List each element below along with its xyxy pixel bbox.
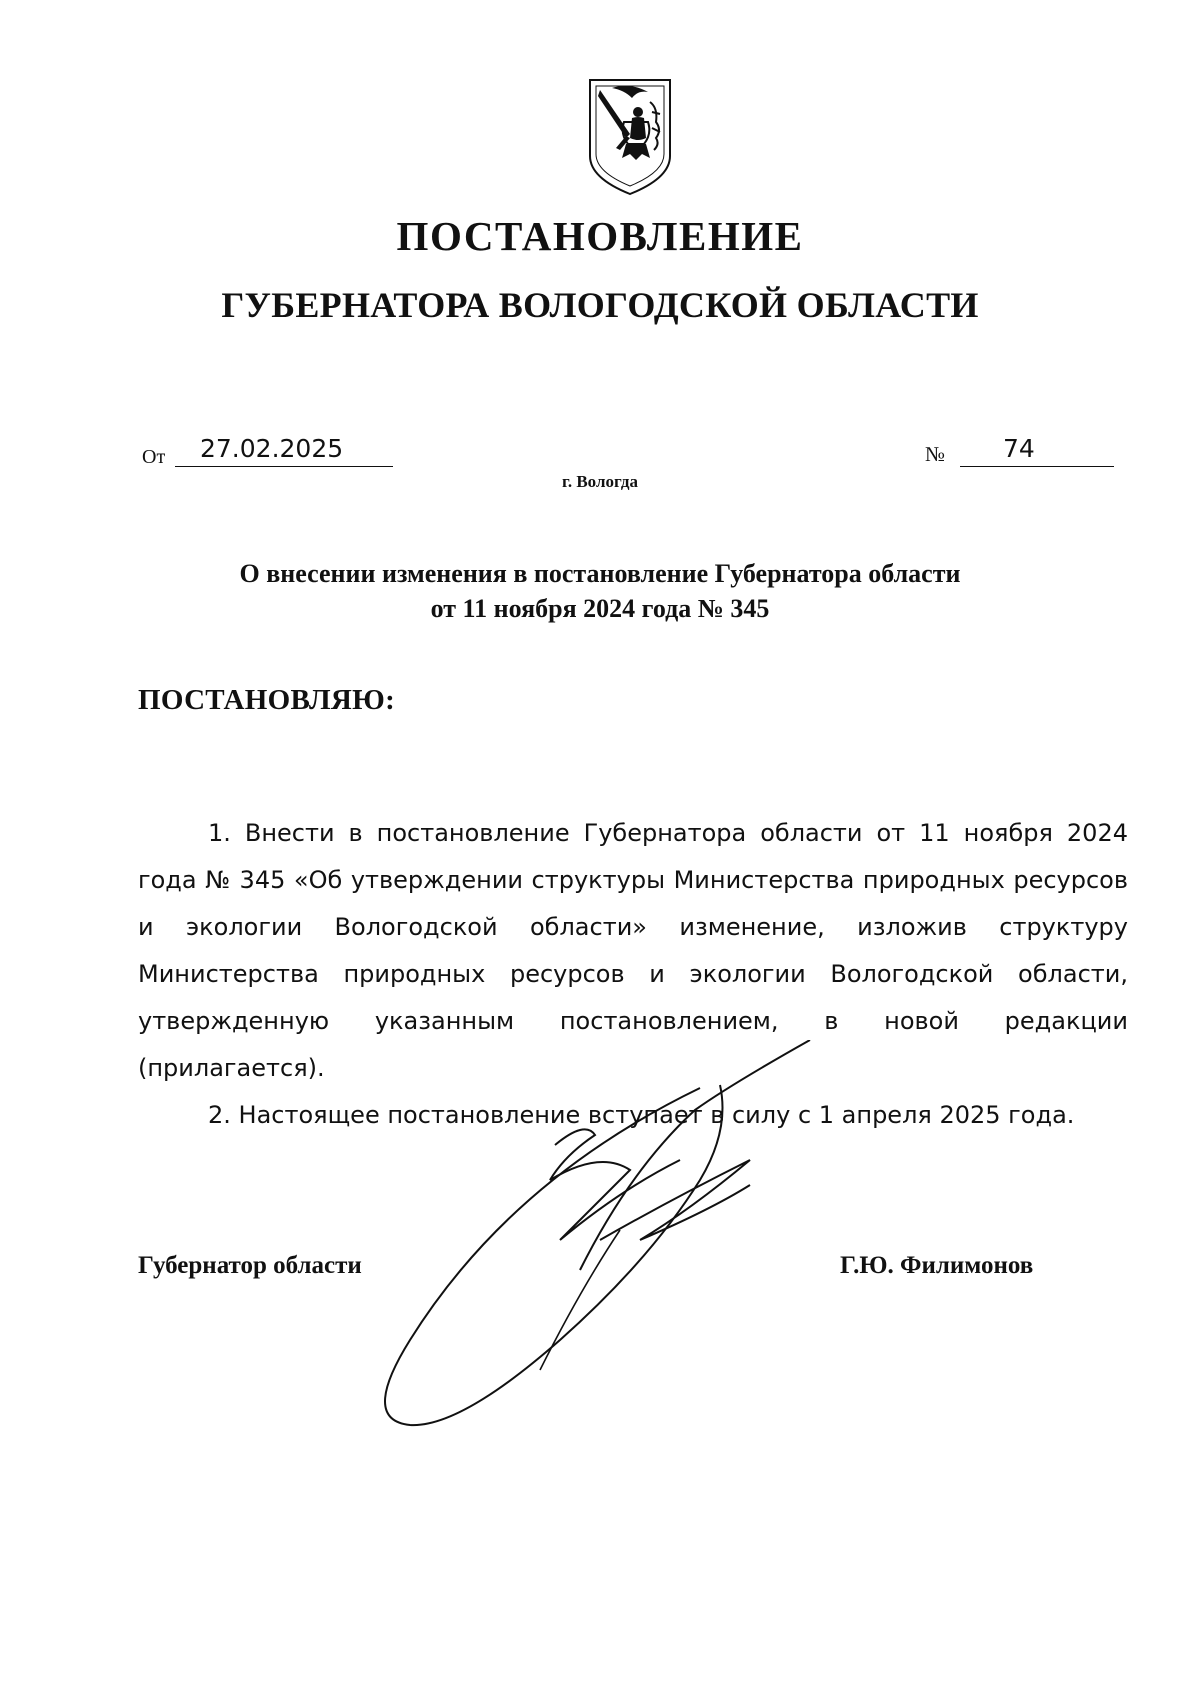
document-date: 27.02.2025: [175, 432, 393, 467]
body-paragraph-2: 2. Настоящее постановление вступает в силу с 1 апреля 2025 года.: [208, 1101, 1075, 1129]
document-subtitle: ГУБЕРНАТОРА ВОЛОГОДСКОЙ ОБЛАСТИ: [221, 285, 979, 325]
signatory-name: Г.Ю. Филимонов: [840, 1252, 1034, 1279]
date-label: От: [142, 446, 166, 468]
document-body: [138, 810, 1128, 1139]
subject-line-2: от 11 ноября 2024 года № 345: [430, 594, 770, 623]
subject-line-1: О внесении изменения в постановление Губернатора области: [239, 559, 961, 588]
document-city: г. Вологда: [562, 472, 638, 491]
decree-word: ПОСТАНОВЛЯЮ:: [138, 684, 396, 716]
signatory-role: Губернатор области: [138, 1252, 362, 1279]
number-label: №: [925, 442, 946, 466]
document-title: ПОСТАНОВЛЕНИЕ: [396, 213, 804, 259]
document-subject: [0, 556, 1200, 626]
body-paragraph-1: 1. Внести в постановление Губернатора области от 11 ноября 2024 года № 345 «Об утверждении структуры Министерства природных ресурсов и экологии Вологодской области» изменение, изложив структуру Министерства природных ресурсов и экологии Вологодской области, утвержденную указанным постановлением, в новой редакции (прилагается).: [138, 819, 1128, 1082]
coat-of-arms-icon: [586, 78, 674, 196]
document-number: 74: [960, 432, 1114, 467]
